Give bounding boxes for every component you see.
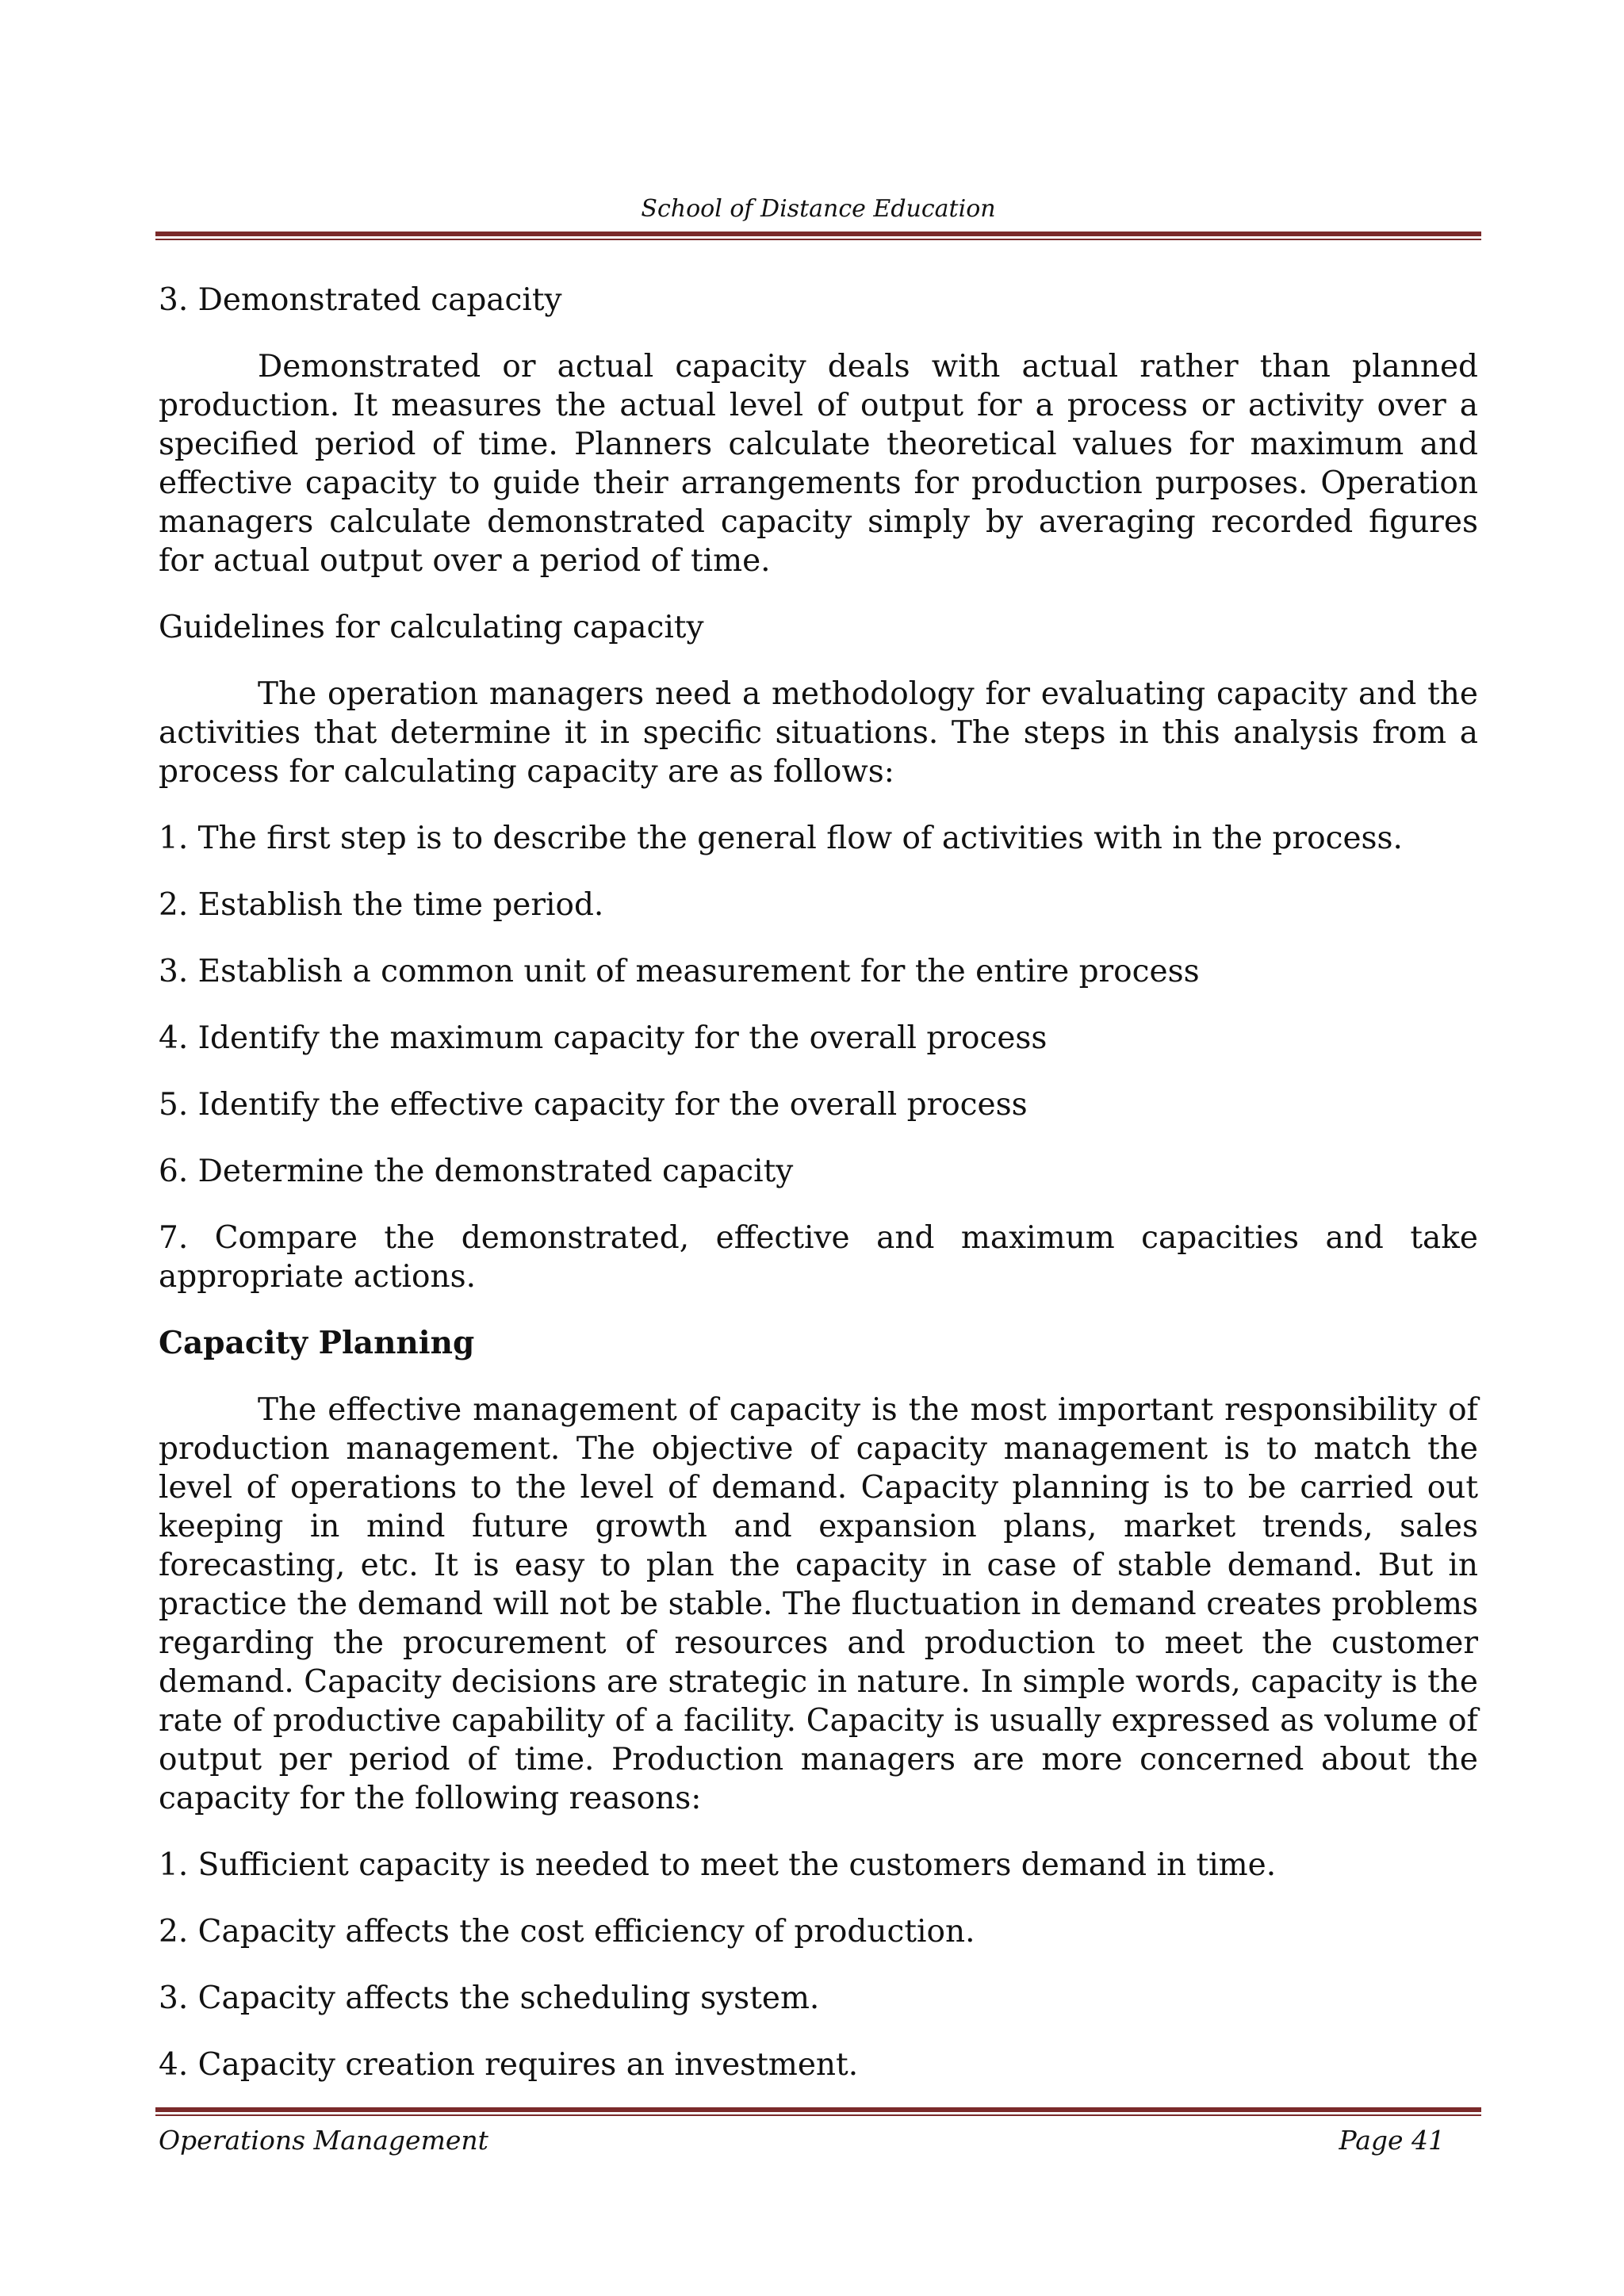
reason-item: 1. Sufficient capacity is needed to meet the customers demand in time. [159,1847,1277,1883]
page-content [159,281,1478,2112]
guidelines-heading: Guidelines for calculating capacity [159,610,704,645]
reason-item: 3. Capacity affects the scheduling system. [159,1980,820,2016]
footer-rule-thin [155,2114,1481,2116]
guideline-step: 1. The first step is to describe the general flow of activities with in the process. [159,821,1403,856]
capacity-planning-heading: Capacity Planning [159,1325,475,1361]
footer-rule-thick [155,2107,1481,2112]
guideline-step: 4. Identify the maximum capacity for the overall process [159,1020,1048,1056]
capacity-planning-paragraph: The effective management of capacity is the most important responsibility of production management. The objective of capacity management is to match the level of operations to the level of demand. Capacity planning is to be carried out keeping in mind future growth and expansion plans, market trends, sales forecasting, etc. It is easy to plan the capacity in case of stable demand. But in practice the demand will not be stable. The fluctuation in demand creates problems regarding the procurement of resources and production to meet the customer demand. Capacity decisions are strategic in nature. In simple words, capacity is the rate of productive capability of a facility. Capacity is usually expressed as volume of output per period of time. Production managers are more concerned about the capacity for the following reasons: [159,1392,1478,1816]
page-header: School of Distance Education [641,195,996,223]
guideline-step: 3. Establish a common unit of measurement for the entire process [159,954,1200,989]
guideline-step: 2. Establish the time period. [159,887,604,923]
guidelines-intro-paragraph: The operation managers need a methodology for evaluating capacity and the activities that determine it in specific situations. The steps in this analysis from a process for calculating capacity are as follows: [159,676,1478,790]
reason-item: 2. Capacity affects the cost efficiency of production. [159,1914,975,1950]
footer-course-title: Operations Management [159,2125,488,2156]
reason-item: 4. Capacity creation requires an investment. [159,2047,859,2083]
guideline-step: 5. Identify the effective capacity for the overall process [159,1087,1028,1123]
demonstrated-capacity-paragraph: Demonstrated or actual capacity deals with actual rather than planned production. It measures the actual level of output for a process or activity over a specified period of time. Planners calculate theoretical values for maximum and effective capacity to guide their arrangements for production purposes. Operation managers calculate demonstrated capacity simply by averaging recorded figures for actual output over a period of time. [159,349,1478,579]
footer-page-number: Page 41 [1339,2125,1445,2156]
header-rule-thin [155,239,1481,240]
guideline-step: 6. Determine the demonstrated capacity [159,1154,794,1189]
guideline-step: 7. Compare the demonstrated, effective and maximum capacities and take appropriate actions. [159,1220,1478,1295]
section-heading-demonstrated-capacity: 3. Demonstrated capacity [159,282,562,318]
header-rule-thick [155,232,1481,236]
